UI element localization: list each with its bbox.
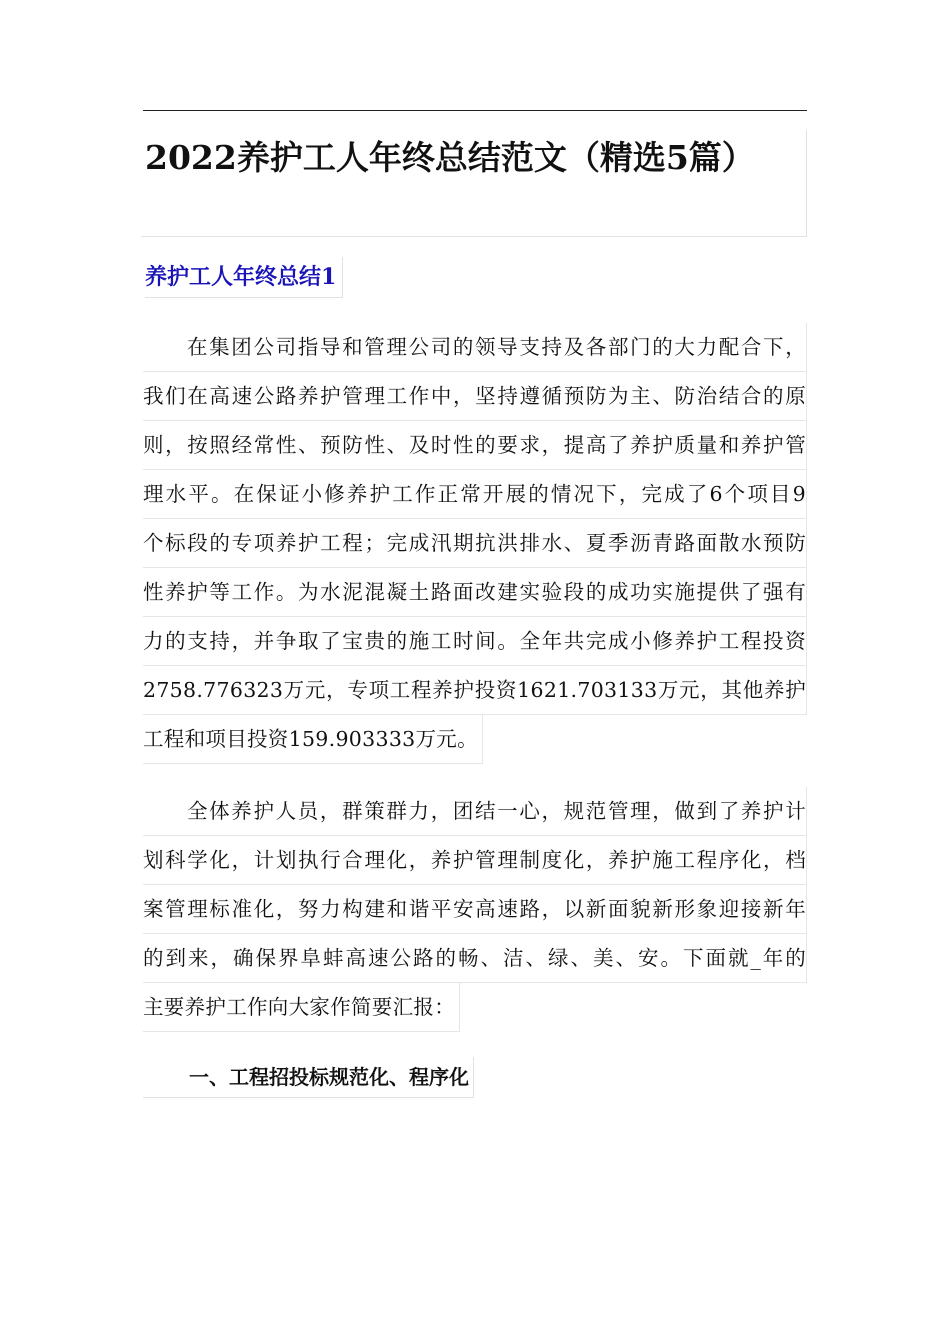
paragraph-line: 理水平。在保证小修养护工作正常开展的情况下，完成了6个项目9 (143, 470, 807, 519)
section-title: 养护工人年终总结1 (145, 257, 343, 298)
paragraph-line: 在集团公司指导和管理公司的领导支持及各部门的大力配合下， (143, 323, 807, 372)
document-title: 2022养护工人年终总结范文（精选5篇） (145, 138, 755, 177)
paragraph-line: 力的支持，并争取了宝贵的施工时间。全年共完成小修养护工程投资 (143, 617, 807, 666)
paragraph-line: 性养护等工作。为水泥混凝土路面改建实验段的成功实施提供了强有 (143, 568, 807, 617)
paragraph-line: 全体养护人员，群策群力，团结一心，规范管理，做到了养护计 (143, 787, 807, 836)
paragraph-line: 则，按照经常性、预防性、及时性的要求，提高了养护质量和养护管 (143, 421, 807, 470)
paragraph-line: 的到来，确保界阜蚌高速公路的畅、洁、绿、美、安。下面就_年的 (143, 934, 807, 983)
paragraph-line: 划科学化，计划执行合理化，养护管理制度化，养护施工程序化，档 (143, 836, 807, 885)
paragraph-line: 案管理标准化，努力构建和谐平安高速路，以新面貌新形象迎接新年 (143, 885, 807, 934)
paragraph-line: 个标段的专项养护工程；完成汛期抗洪排水、夏季沥青路面散水预防 (143, 519, 807, 568)
header-rule (143, 110, 807, 111)
paragraph-line: 我们在高速公路养护管理工作中，坚持遵循预防为主、防治结合的原 (143, 372, 807, 421)
subsection-heading: 一、工程招投标规范化、程序化 (143, 1057, 474, 1098)
paragraph-line: 工程和项目投资159.903333万元。 (143, 715, 483, 764)
paragraph-line: 主要养护工作向大家作简要汇报： (143, 983, 460, 1032)
paragraph-line: 2758.776323万元，专项工程养护投资1621.703133万元，其他养护 (143, 666, 807, 715)
